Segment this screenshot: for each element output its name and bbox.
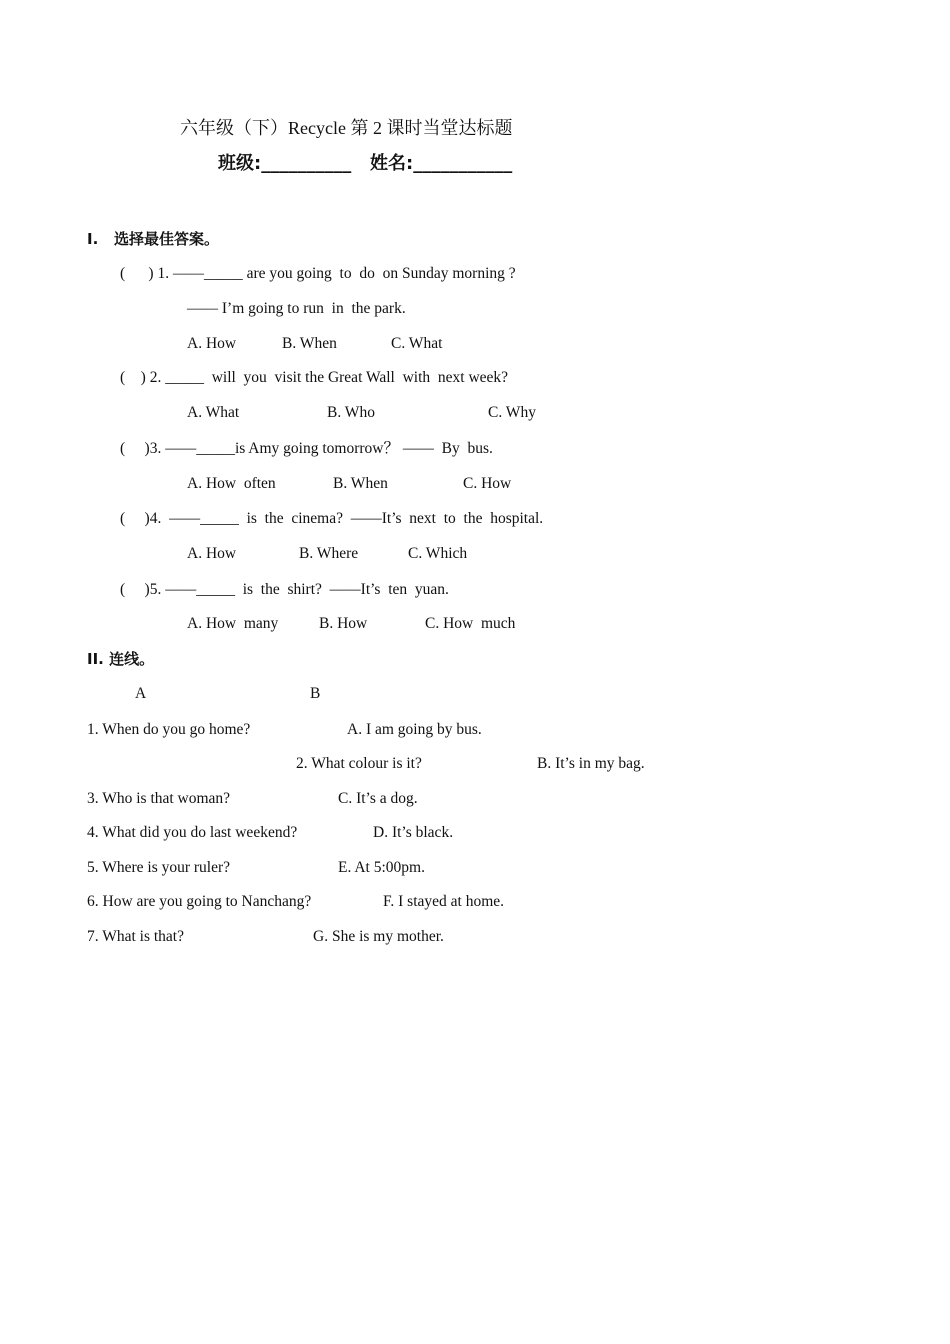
question-3-option-a: A. How often [187,475,276,492]
class-field-label: 班级:__________ [218,153,352,174]
match-answer-a: A. I am going by bus. [347,721,482,738]
question-4-stem: ( )4. ——_____ is the cinema? ——It’s next to the hospital. [120,510,544,527]
match-question-6: 6. How are you going to Nanchang? [87,893,312,910]
page-title: 六年级（下）Recycle 第 2 课时当堂达标题 [180,118,513,138]
question-1-option-a: A. How [187,335,237,352]
column-b-label: B [310,685,321,702]
name-field-label: 姓名:___________ [370,153,513,174]
question-1-option-b: B. When [282,335,337,352]
match-answer-f: F. I stayed at home. [383,893,505,910]
section-1-heading: I. 选择最佳答案。 [87,230,219,248]
match-question-4: 4. What did you do last weekend? [87,824,298,841]
question-3-option-c: C. How [463,475,512,492]
match-answer-d: D. It’s black. [373,824,454,841]
question-4-option-b: B. Where [299,545,359,562]
question-1-option-c: C. What [391,335,443,352]
question-3-stem: ( )3. ——_____is Amy going tomorrow？ —— By bus. [120,440,493,457]
match-answer-g: G. She is my mother. [313,928,444,945]
section-2-heading: II. 连线。 [87,650,155,668]
match-answer-c: C. It’s a dog. [338,790,418,807]
question-2-option-c: C. Why [488,404,536,421]
match-answer-b: B. It’s in my bag. [537,755,645,772]
question-5-stem: ( )5. ——_____ is the shirt? ——It’s ten yuan. [120,581,449,598]
question-5-option-b: B. How [319,615,368,632]
match-question-3: 3. Who is that woman? [87,790,231,807]
match-question-7: 7. What is that? [87,928,184,945]
question-2-stem: ( ) 2. _____ will you visit the Great Wall with next week? [120,369,509,386]
question-2-option-a: A. What [187,404,240,421]
question-3-option-b: B. When [333,475,388,492]
question-5-option-a: A. How many [187,615,279,632]
column-a-label: A [135,685,147,702]
question-4-option-c: C. Which [408,545,468,562]
question-4-option-a: A. How [187,545,237,562]
question-5-option-c: C. How much [425,615,516,632]
question-2-option-b: B. Who [327,404,375,421]
match-question-5: 5. Where is your ruler? [87,859,231,876]
question-1-stem: ( ) 1. ——_____ are you going to do on Sunday morning ? [120,265,516,282]
match-question-2: 2. What colour is it? [296,755,422,772]
question-1-reply: —— I’m going to run in the park. [187,300,406,317]
match-answer-e: E. At 5:00pm. [338,859,425,876]
match-question-1: 1. When do you go home? [87,721,251,738]
